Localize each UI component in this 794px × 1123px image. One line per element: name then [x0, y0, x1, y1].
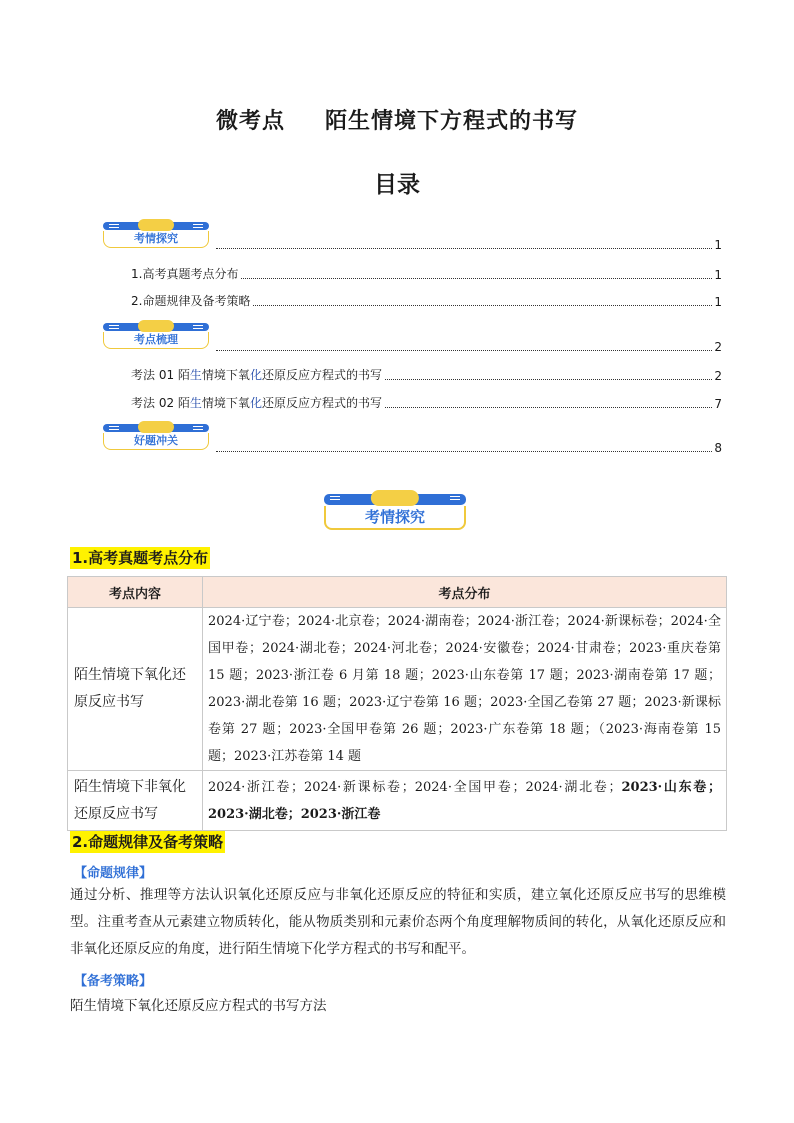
- toc-leader: [216, 350, 712, 351]
- toc-page: 1: [714, 238, 722, 252]
- toc-entry[interactable]: [131, 265, 722, 282]
- subheading-rules: 【命题规律】: [74, 866, 153, 881]
- badge-label: 考情探究: [103, 231, 209, 248]
- toc-leader: [216, 451, 712, 452]
- topic-cell: 陌生情境下非氧化还原反应书写: [68, 771, 203, 831]
- table-row: [68, 608, 727, 771]
- toc-entry[interactable]: [131, 366, 722, 383]
- toc-leader: [216, 248, 712, 249]
- toc-leader: [253, 305, 712, 306]
- subheading-strategy: 【备考策略】: [74, 974, 153, 989]
- toc-page: 2: [714, 369, 722, 383]
- toc-text: 2.命题规律及备考策略: [131, 294, 251, 308]
- toc-leader: [241, 278, 712, 279]
- paragraph-strategy: 陌生情境下氧化还原反应方程式的书写方法: [70, 998, 327, 1014]
- toc-title: 目录: [374, 172, 420, 198]
- distribution-cell: 2024·浙江卷；2024·新课标卷；2024·全国甲卷；2024·湖北卷；2023·山东卷；2023·湖北卷；2023·浙江卷: [203, 771, 727, 831]
- toc-entry[interactable]: [216, 441, 722, 455]
- toc-entry[interactable]: [216, 238, 722, 252]
- toc-text: 考法 02 陌生情境下氧化还原反应方程式的书写: [131, 396, 382, 410]
- toc-text: 1.高考真题考点分布: [131, 267, 239, 281]
- badge-haoti[interactable]: [103, 424, 209, 450]
- toc-entry[interactable]: [216, 340, 722, 354]
- paragraph-rules: 通过分析、推理等方法认识氧化还原反应与非氧化还原反应的特征和实质，建立氧化还原反应书写的思维模型。注重考查从元素建立物质转化，能从物质类别和元素价态两个角度理解物质间的转化，从氧化还原反应和非氧化还原反应的角度，进行陌生情境下化学方程式的书写和配平。: [70, 887, 726, 957]
- badge-label: 好题冲关: [103, 433, 209, 450]
- section-heading-strategy: 2.命题规律及备考策略: [72, 833, 224, 851]
- column-header: 考点内容: [68, 577, 203, 608]
- table-header-row: [68, 577, 727, 608]
- badge-pill: [371, 490, 419, 506]
- toc-page: 8: [714, 441, 722, 455]
- toc-page: 1: [714, 268, 722, 282]
- title-part2: 陌生情境下方程式的书写: [325, 109, 579, 134]
- toc-leader: [385, 379, 712, 380]
- topic-cell: 陌生情境下氧化还原反应书写: [68, 608, 203, 771]
- badge-kaoqing[interactable]: [103, 222, 209, 248]
- column-header: 考点分布: [203, 577, 727, 608]
- toc-entry[interactable]: [131, 292, 722, 309]
- badge-pill: [138, 421, 174, 433]
- exam-distribution-table: [67, 576, 727, 831]
- toc-page: 7: [714, 397, 722, 411]
- badge-label: 考情探究: [324, 506, 466, 530]
- badge-label: 考点梳理: [103, 332, 209, 349]
- table-row: [68, 771, 727, 831]
- toc-page: 1: [714, 295, 722, 309]
- badge-kaodian[interactable]: [103, 323, 209, 349]
- badge-pill: [138, 219, 174, 231]
- toc-text: 考法 01 陌生情境下氧化还原反应方程式的书写: [131, 368, 382, 382]
- section-heading-distribution: 1.高考真题考点分布: [72, 549, 209, 567]
- toc-leader: [385, 407, 712, 408]
- badge-pill: [138, 320, 174, 332]
- toc-page: 2: [714, 340, 722, 354]
- page-title: [0, 104, 794, 135]
- distribution-cell: 2024·辽宁卷；2024·北京卷；2024·湖南卷；2024·浙江卷；2024·新课标卷；2024·全国甲卷；2024·湖北卷；2024·河北卷；2024·安徽卷；2024·甘肃卷；2023·重庆卷第 15 题；2023·浙江卷 6 月第 18 题；2023·山东卷第 17 题；2023·湖南卷第 17 题；2023·湖北卷第 16 题；2023·辽宁卷第 16 题；2023·全国乙卷第 27 题；2023·新课标卷第 27 题；2023·全国甲卷第 26 题；2023·广东卷第 18 题；（2023·海南卷第 15 题；2023·江苏卷第 14 题: [203, 608, 727, 771]
- title-part1: 微考点: [215, 109, 285, 134]
- toc-entry[interactable]: [131, 394, 722, 411]
- section-badge-kaoqing: [324, 494, 466, 530]
